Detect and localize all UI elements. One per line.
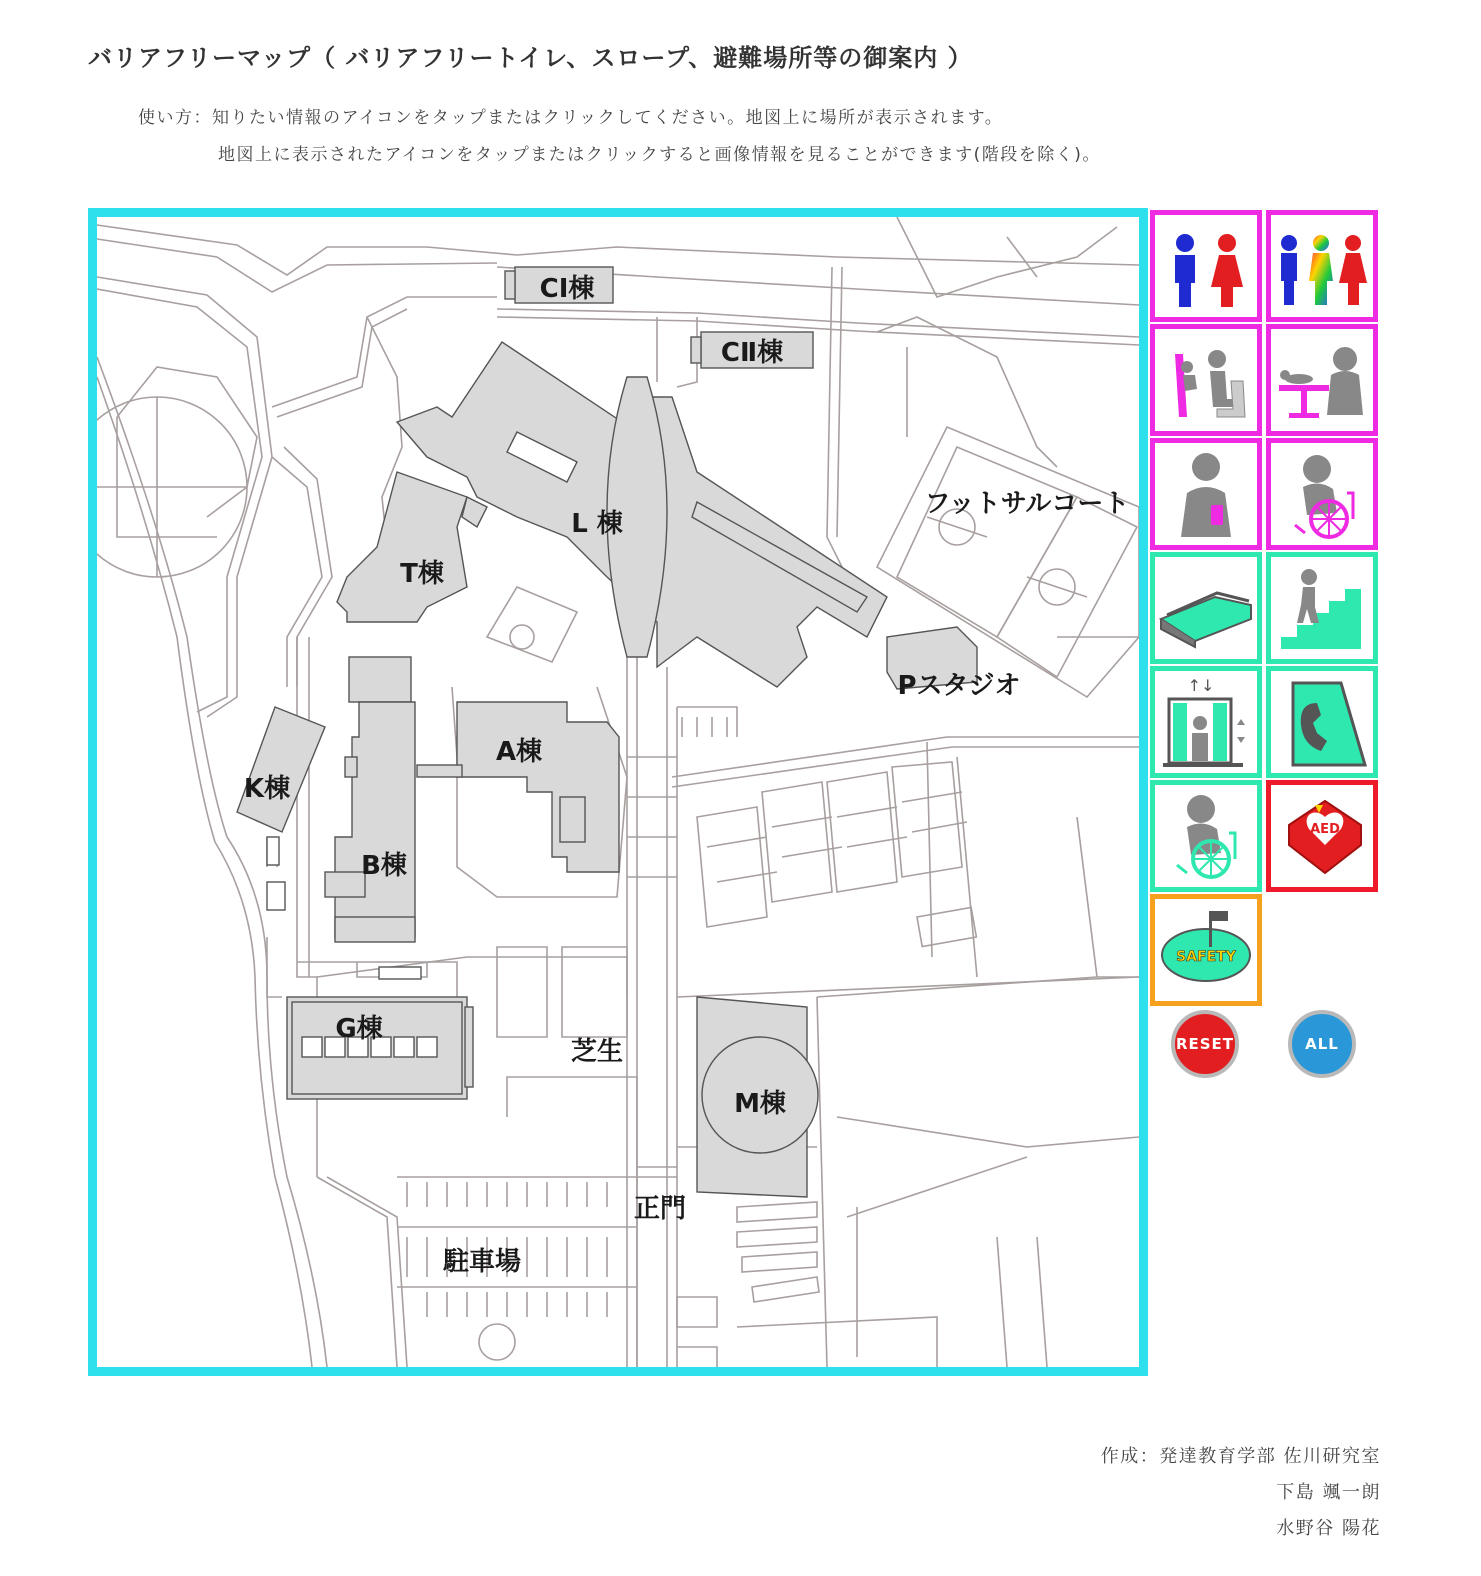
elevator-button[interactable] <box>1150 666 1262 778</box>
label-parking: 駐車場 <box>442 1247 522 1277</box>
toilet-icon <box>1155 215 1257 317</box>
stairs-button[interactable] <box>1266 552 1378 664</box>
wheelchair-toilet-button[interactable] <box>1266 438 1378 550</box>
label-building-a: A棟 <box>495 737 543 767</box>
label-building-c2: CⅡ棟 <box>720 338 784 368</box>
ostomate-button[interactable] <box>1150 438 1262 550</box>
label-p-studio: Pスタジオ <box>897 671 1021 701</box>
wheelchair-parking-button[interactable] <box>1150 780 1262 892</box>
label-building-k: K棟 <box>243 774 291 804</box>
label-building-b: B棟 <box>361 851 407 881</box>
slope-icon <box>1155 557 1257 659</box>
credit-author-name-1: 下島 颯一朗 <box>1276 1482 1381 1503</box>
label-futsal-court: フットサルコート <box>924 489 1130 519</box>
label-building-l: L 棟 <box>571 509 623 539</box>
usage-instructions-line2: 地図上に表示されたアイコンをタップまたはクリックすると画像情報を見ることができます(階段を除く)。 <box>218 145 1101 165</box>
all-gender-toilet-button[interactable] <box>1266 210 1378 322</box>
wheelchair-parking-icon <box>1155 785 1257 887</box>
all-gender-toilet-icon <box>1271 215 1373 317</box>
elevator-icon <box>1155 671 1257 773</box>
label-building-t: T棟 <box>400 559 444 589</box>
aed-text: AED <box>1310 822 1340 837</box>
aed-button[interactable] <box>1266 780 1378 892</box>
safety-text: SAFETY <box>1176 949 1236 965</box>
ostomate-icon <box>1155 443 1257 545</box>
label-lawn: 芝生 <box>570 1037 624 1067</box>
wheelchair-toilet-icon <box>1271 443 1373 545</box>
label-building-g: G棟 <box>335 1014 383 1044</box>
label-building-m: M棟 <box>734 1089 786 1119</box>
campus-map[interactable] <box>88 208 1148 1376</box>
toilet-button[interactable] <box>1150 210 1262 322</box>
stairs-icon <box>1271 557 1373 659</box>
label-building-c1: CⅠ棟 <box>539 274 595 304</box>
reset-button[interactable]: RESET <box>1171 1010 1239 1078</box>
evacuation-site-icon <box>1155 899 1257 1001</box>
changing-table-button[interactable] <box>1266 324 1378 436</box>
baby-seat-button[interactable] <box>1150 324 1262 436</box>
credit-author-lab: 作成：発達教育学部 佐川研究室 <box>1100 1446 1381 1467</box>
changing-table-icon <box>1271 329 1373 431</box>
telephone-button[interactable] <box>1266 666 1378 778</box>
usage-instructions-line1: 使い方：知りたい情報のアイコンをタップまたはクリックしてください。地図上に場所が表示されます。 <box>138 108 1004 128</box>
evacuation-site-button[interactable] <box>1150 894 1262 1006</box>
credit-author-name-2: 水野谷 陽花 <box>1276 1518 1381 1539</box>
page-title: バリアフリーマップ（ バリアフリートイレ、スロープ、避難場所等の御案内 ） <box>88 44 973 72</box>
slope-button[interactable] <box>1150 552 1262 664</box>
label-main-gate: 正門 <box>633 1194 687 1224</box>
aed-icon <box>1271 785 1373 887</box>
telephone-icon <box>1271 671 1373 773</box>
baby-seat-icon <box>1155 329 1257 431</box>
all-button[interactable]: ALL <box>1288 1010 1356 1078</box>
svg-text:↑↓: ↑↓ <box>1187 676 1215 695</box>
